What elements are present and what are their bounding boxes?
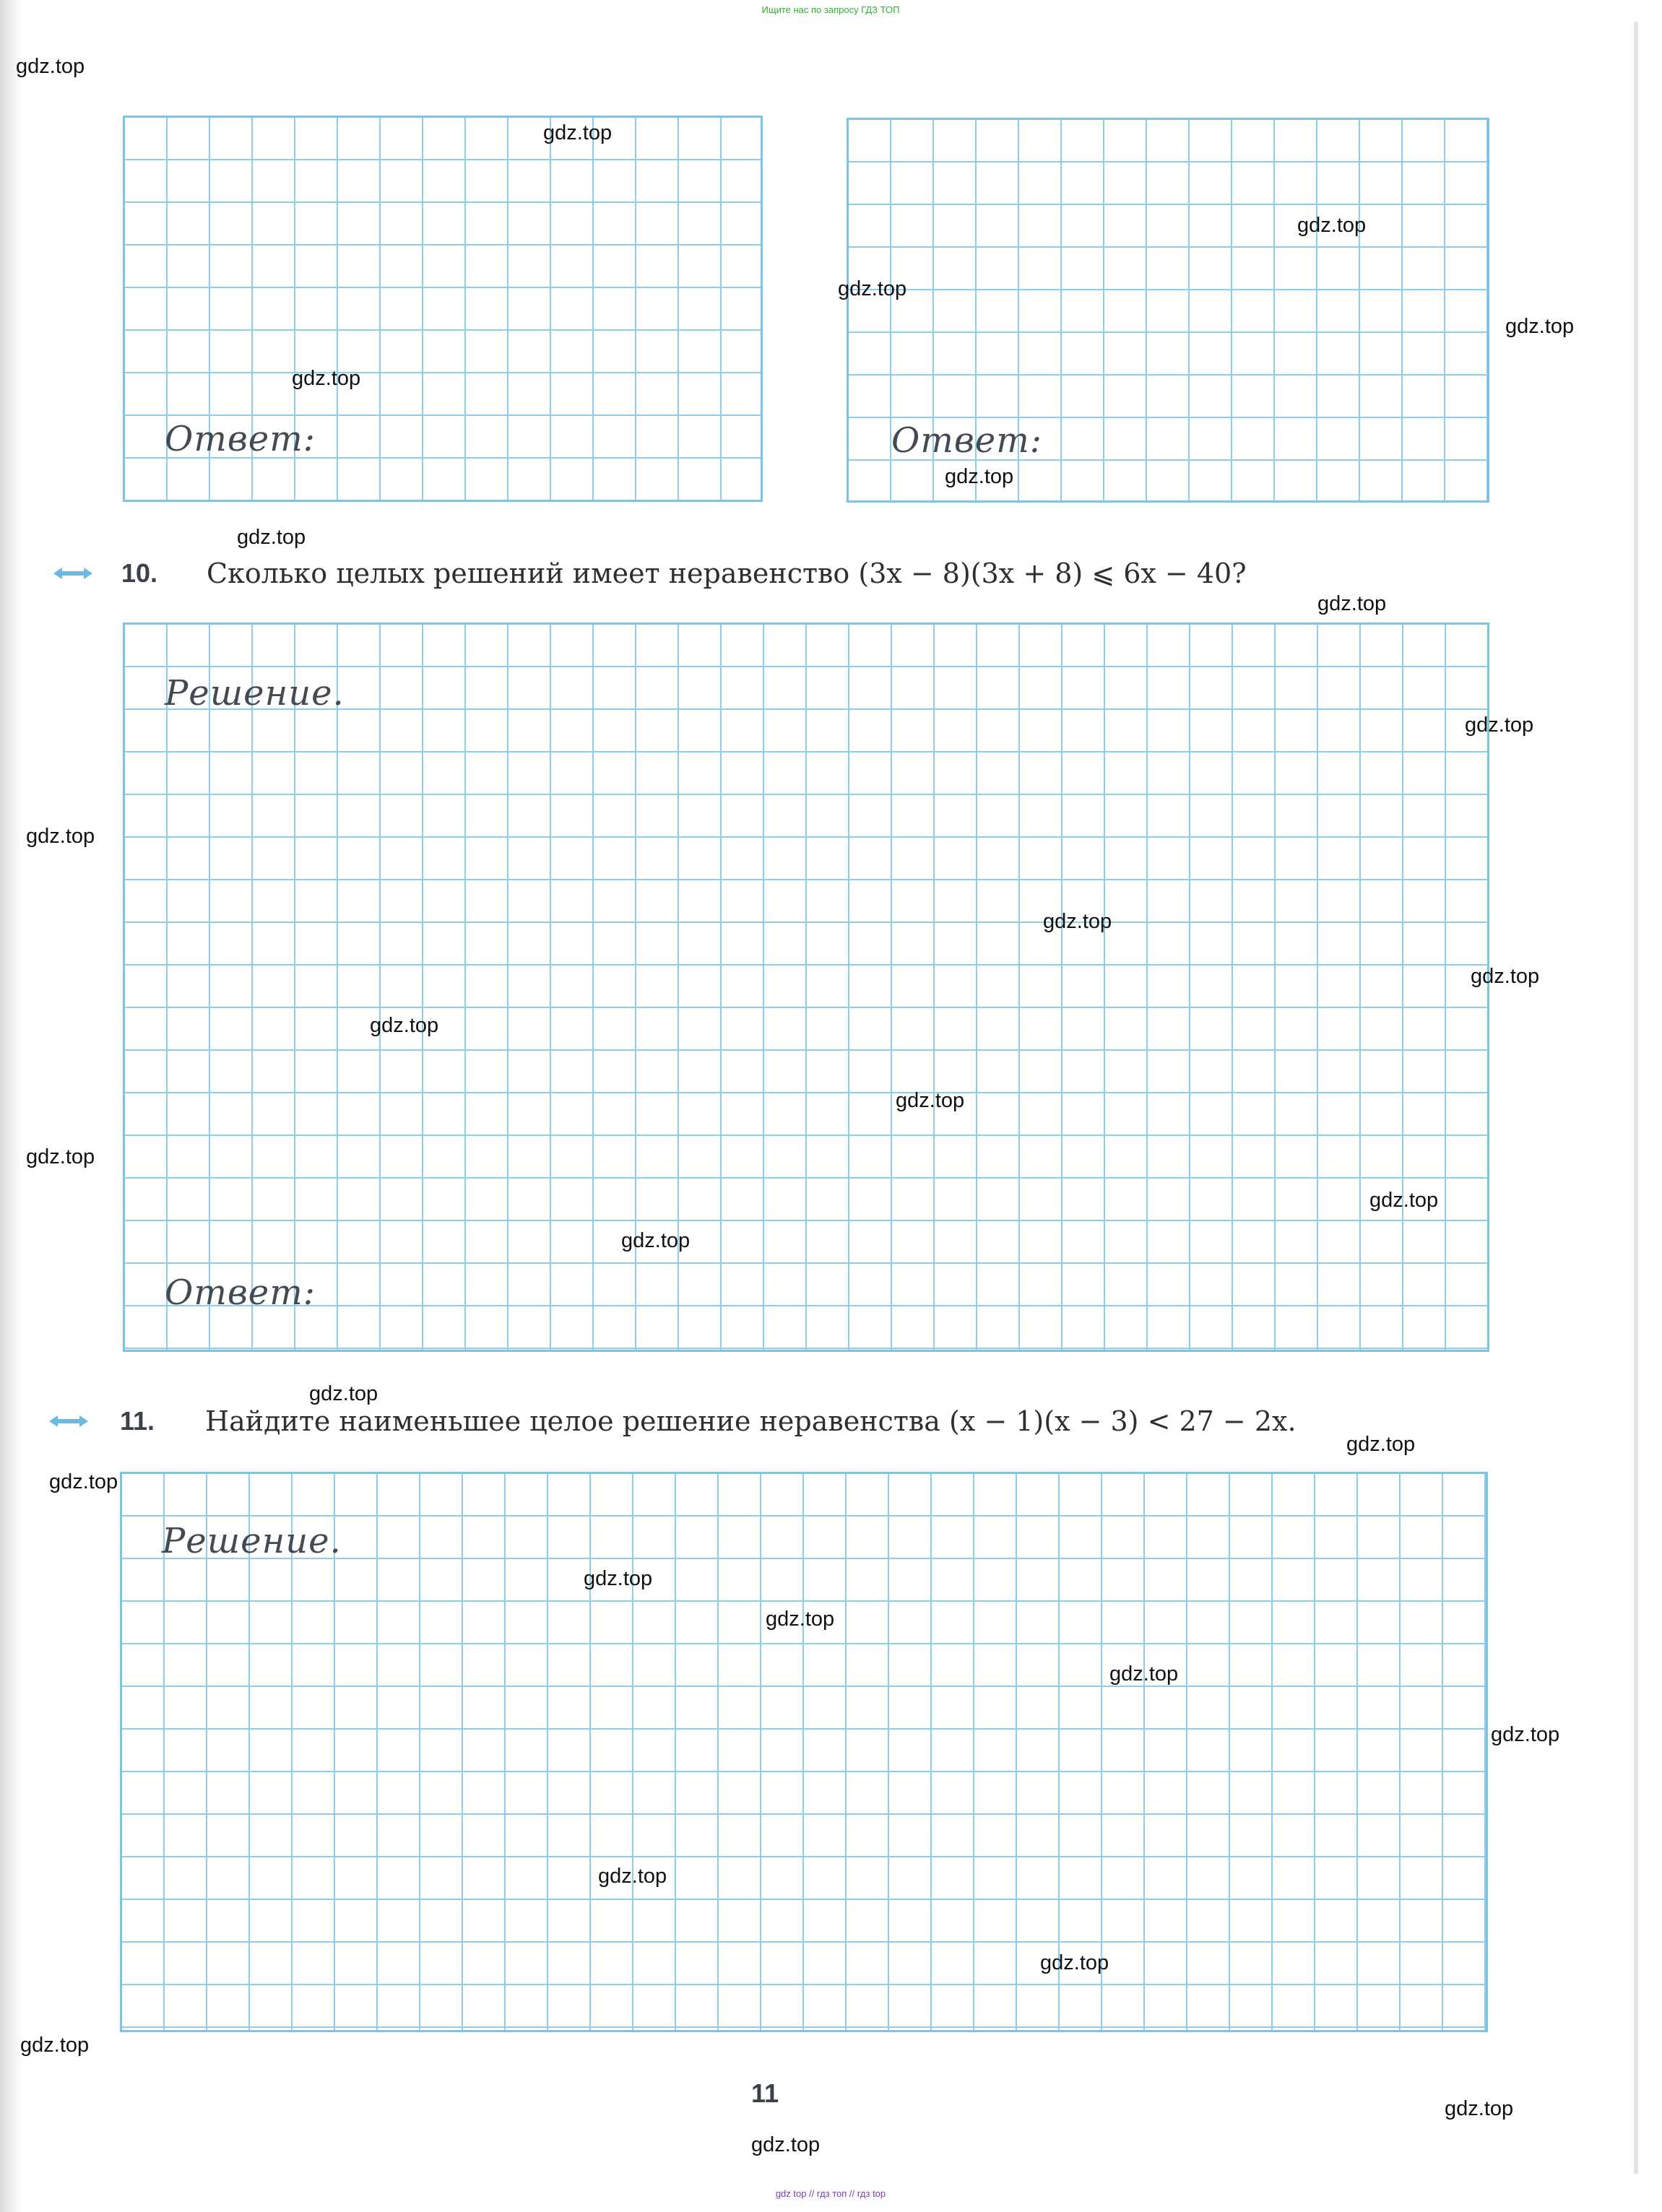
watermark: gdz.top bbox=[751, 2133, 821, 2156]
watermark: gdz.top bbox=[1346, 1433, 1416, 1456]
footer-note: gdz top // гдз топ // гдз top bbox=[775, 2188, 886, 2199]
watermark: gdz.top bbox=[598, 1865, 667, 1888]
watermark: gdz.top bbox=[309, 1382, 378, 1405]
solution-label-task-11: Решение. bbox=[162, 1521, 342, 1561]
watermark: gdz.top bbox=[838, 277, 907, 300]
watermark: gdz.top bbox=[20, 2034, 90, 2057]
task-10-number: 10. bbox=[121, 558, 158, 588]
header-note: Ищите нас по запросу ГДЗ ТОП bbox=[761, 4, 900, 15]
page-right-edge bbox=[1634, 22, 1638, 2174]
answer-label-task-10: Ответ: bbox=[165, 1272, 316, 1313]
watermark: gdz.top bbox=[16, 55, 85, 78]
watermark: gdz.top bbox=[1465, 714, 1534, 737]
task-11-number: 11. bbox=[120, 1406, 155, 1436]
watermark: gdz.top bbox=[584, 1567, 653, 1590]
watermark: gdz.top bbox=[1505, 315, 1575, 338]
page-shadow-edge bbox=[0, 0, 22, 2212]
task-10-text: Сколько целых решений имеет неравенство (3x − 8)(3x + 8) ⩽ 6x − 40? bbox=[207, 558, 1247, 589]
watermark: gdz.top bbox=[543, 121, 613, 144]
solution-grid-task-10 bbox=[123, 623, 1489, 1352]
watermark: gdz.top bbox=[237, 526, 306, 549]
page-number: 11 bbox=[751, 2078, 779, 2108]
watermark: gdz.top bbox=[26, 1145, 95, 1168]
watermark: gdz.top bbox=[1043, 910, 1112, 933]
watermark: gdz.top bbox=[1109, 1662, 1179, 1686]
watermark: gdz.top bbox=[621, 1229, 691, 1252]
watermark: gdz.top bbox=[370, 1014, 439, 1037]
solution-label-task-10: Решение. bbox=[165, 673, 345, 714]
watermark: gdz.top bbox=[896, 1089, 965, 1112]
answer-label-left: Ответ: bbox=[165, 419, 316, 459]
watermark: gdz.top bbox=[1445, 2097, 1514, 2120]
task-11-text: Найдите наименьшее целое решение неравенства (x − 1)(x − 3) < 27 − 2x. bbox=[205, 1405, 1297, 1437]
watermark: gdz.top bbox=[1491, 1723, 1560, 1746]
watermark: gdz.top bbox=[1297, 214, 1367, 237]
watermark: gdz.top bbox=[26, 825, 95, 848]
watermark: gdz.top bbox=[1040, 1951, 1109, 1974]
double-arrow-icon bbox=[53, 566, 92, 581]
watermark: gdz.top bbox=[49, 1470, 118, 1493]
watermark: gdz.top bbox=[292, 367, 361, 390]
double-arrow-icon bbox=[49, 1414, 88, 1428]
watermark: gdz.top bbox=[766, 1608, 835, 1631]
watermark: gdz.top bbox=[945, 465, 1014, 488]
watermark: gdz.top bbox=[1369, 1189, 1439, 1212]
watermark: gdz.top bbox=[1471, 965, 1540, 988]
answer-label-right: Ответ: bbox=[891, 420, 1042, 461]
watermark: gdz.top bbox=[1317, 592, 1387, 615]
